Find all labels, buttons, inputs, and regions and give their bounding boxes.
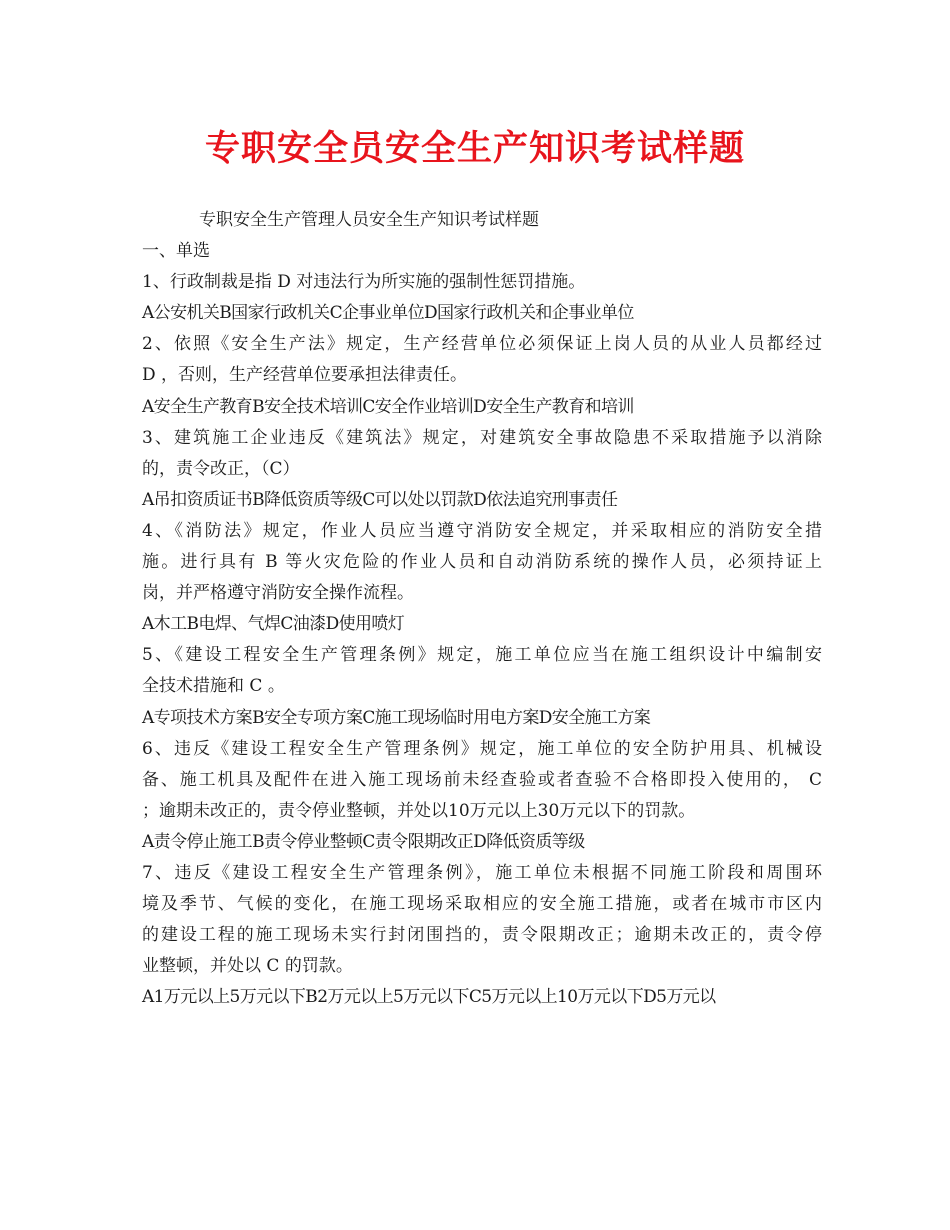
answer-options: A公安机关B国家行政机关C企事业单位D国家行政机关和企事业单位	[142, 303, 634, 324]
question-text: 岗，并严格遵守消防安全操作流程。	[142, 583, 414, 604]
question-text: 3、建筑施工企业违反《建筑法》规定，对建筑安全事故隐患不采取措施予以消除	[142, 427, 822, 448]
answer-options: A安全生产教育B安全技术培训C安全作业培训D安全生产教育和培训	[142, 396, 634, 417]
question-text: 施。进行具有 B 等火灾危险的作业人员和自动消防系统的操作人员，必须持证上	[142, 552, 822, 573]
question-text: D ，否则，生产经营单位要承担法律责任。	[142, 365, 468, 386]
document-subtitle: 专职安全生产管理人员安全生产知识考试样题	[199, 210, 539, 230]
answer-options: A责令停止施工B责令停业整顿C责令限期改正D降低资质等级	[142, 831, 585, 852]
question-text: ；逾期未改正的，责令停业整顿，并处以10万元以上30万元以下的罚款。	[142, 800, 696, 821]
question-text: 1、行政制裁是指 D 对违法行为所实施的强制性惩罚措施。	[142, 272, 586, 293]
answer-options: A1万元以上5万元以下B2万元以上5万元以下C5万元以上10万元以下D5万元以	[142, 987, 716, 1008]
question-text: 的建设工程的施工现场未实行封闭围挡的，责令限期改正；逾期未改正的，责令停	[142, 925, 822, 946]
question-text: 4、《消防法》规定，作业人员应当遵守消防安全规定，并采取相应的消防安全措	[142, 520, 822, 541]
question-text: 6、违反《建设工程安全生产管理条例》规定，施工单位的安全防护用具、机械设	[142, 738, 822, 759]
answer-options: A木工B电焊、气焊C油漆D使用喷灯	[142, 614, 405, 635]
document-body	[142, 205, 822, 1013]
answer-options: A吊扣资质证书B降低资质等级C可以处以罚款D依法追究刑事责任	[142, 489, 618, 510]
question-text: 备、施工机具及配件在进入施工现场前未经查验或者查验不合格即投入使用的， C	[142, 769, 822, 790]
answer-options: A专项技术方案B安全专项方案C施工现场临时用电方案D安全施工方案	[142, 707, 651, 728]
question-text: 全技术措施和 C 。	[142, 676, 285, 697]
page-title: 专职安全员安全生产知识考试样题	[204, 128, 745, 169]
question-text: 业整顿，并处以 C 的罚款。	[142, 956, 353, 977]
question-text: 境及季节、气候的变化，在施工现场采取相应的安全施工措施，或者在城市市区内	[142, 894, 822, 915]
question-text: 7、违反《建设工程安全生产管理条例》，施工单位未根据不同施工阶段和周围环	[142, 862, 822, 883]
section-heading: 一、单选	[142, 241, 210, 262]
question-text: 2、依照《安全生产法》规定，生产经营单位必须保证上岗人员的从业人员都经过	[142, 334, 822, 355]
question-text: 5、《建设工程安全生产管理条例》规定，施工单位应当在施工组织设计中编制安	[142, 645, 822, 666]
question-text: 的，责令改正，（C）	[142, 458, 300, 479]
